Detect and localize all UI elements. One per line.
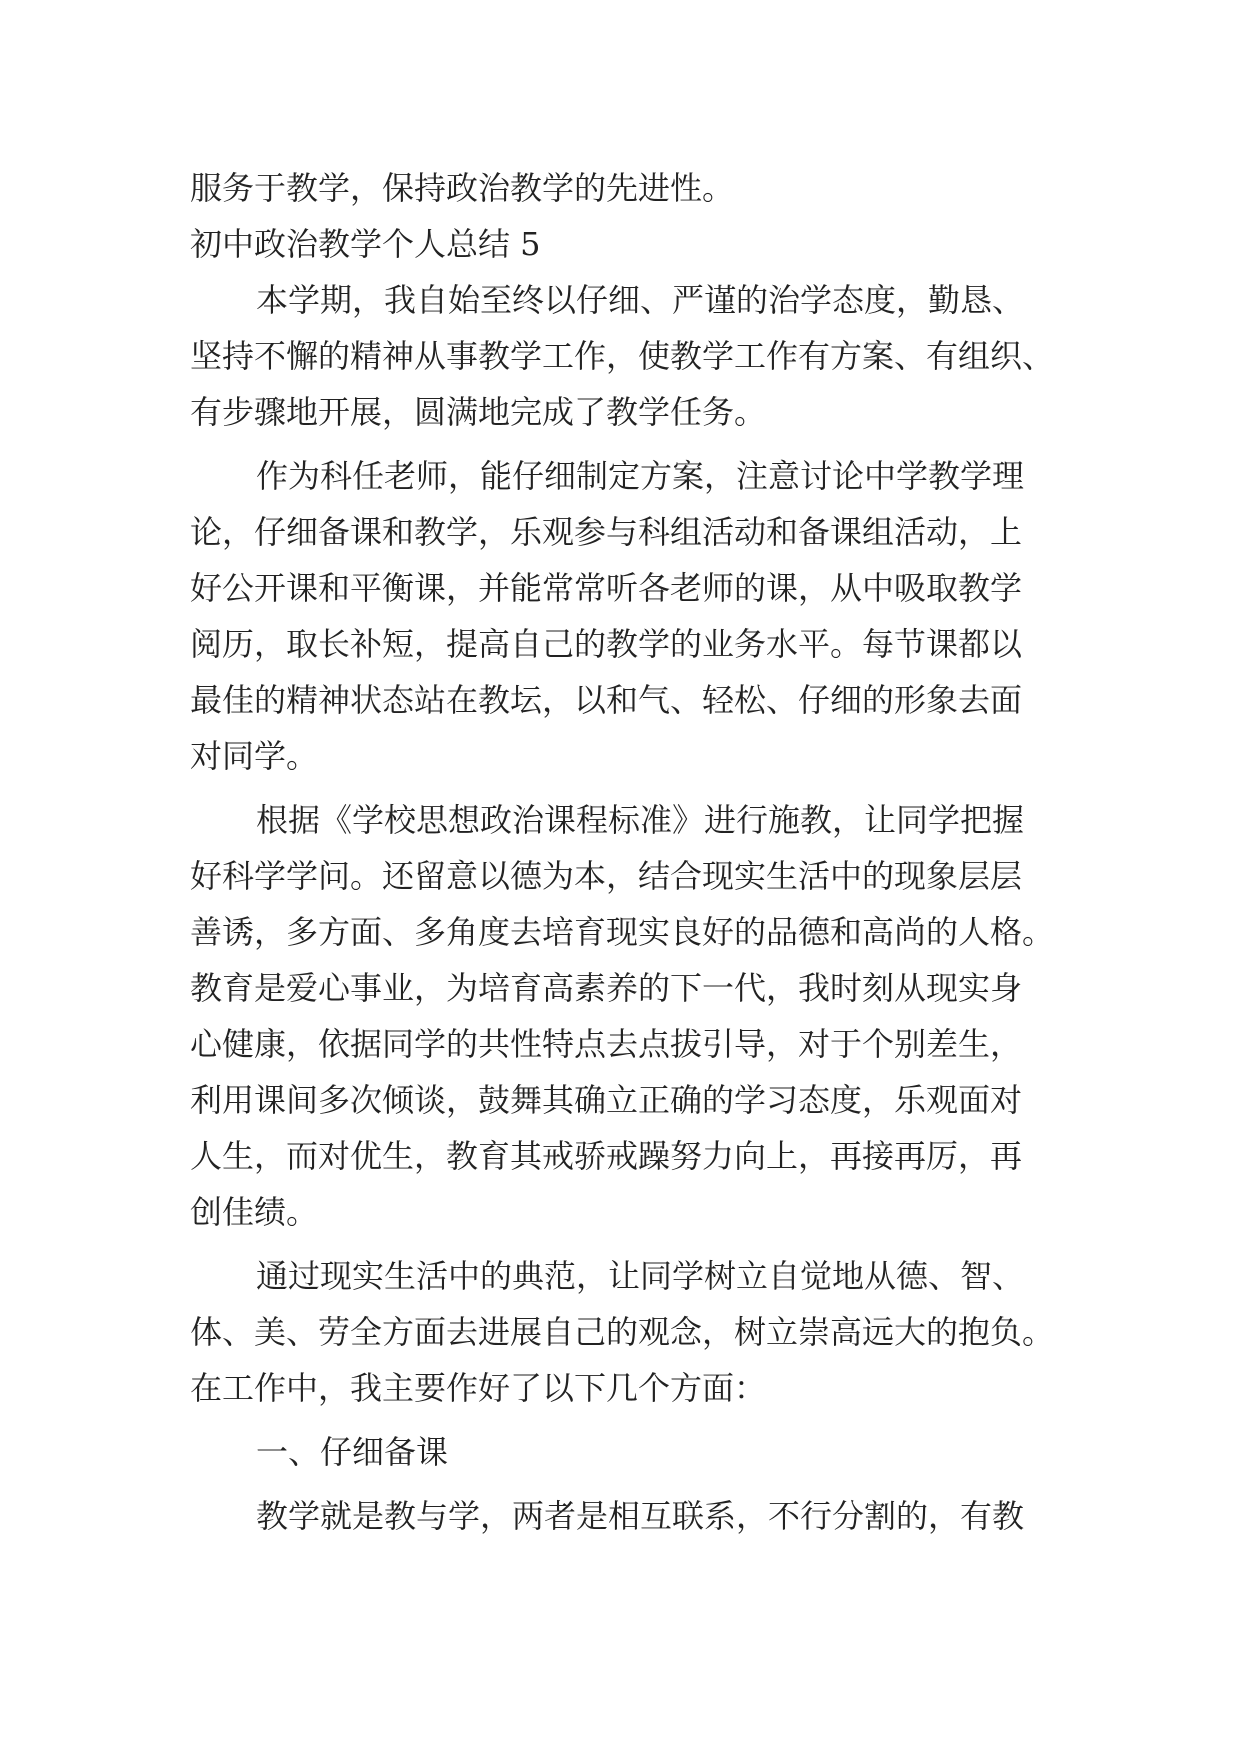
text-line: 通过现实生活中的典范，让同学树立自觉地从德、智、 <box>256 1257 1025 1295</box>
text-line: 好公开课和平衡课，并能常常听各老师的课，从中吸取教学 <box>190 569 1023 607</box>
section-title: 初中政治教学个人总结 5 <box>190 225 541 263</box>
text-line: 坚持不懈的精神从事教学工作，使教学工作有方案、有组织、 <box>190 337 1055 375</box>
text-line: 人生，而对优生，教育其戒骄戒躁努力向上，再接再厉，再 <box>190 1137 1023 1175</box>
text-line: 服务于教学，保持政治教学的先进性。 <box>190 169 735 207</box>
text-line: 有步骤地开展，圆满地完成了教学任务。 <box>190 393 767 431</box>
text-line: 根据《学校思想政治课程标准》进行施教，让同学把握 <box>256 801 1025 839</box>
text-line: 创佳绩。 <box>190 1193 319 1231</box>
text-line: 最佳的精神状态站在教坛，以和气、轻松、仔细的形象去面 <box>190 681 1023 719</box>
text-line: 善诱，多方面、多角度去培育现实良好的品德和高尚的人格。 <box>190 913 1055 951</box>
text-line: 阅历，取长补短，提高自己的教学的业务水平。每节课都以 <box>190 625 1023 663</box>
text-line: 对同学。 <box>190 737 319 775</box>
text-line: 好科学学问。还留意以德为本，结合现实生活中的现象层层 <box>190 857 1023 895</box>
text-line: 教学就是教与学，两者是相互联系，不行分割的，有教 <box>256 1497 1025 1535</box>
text-line: 体、美、劳全方面去进展自己的观念，树立崇高远大的抱负。 <box>190 1313 1055 1351</box>
text-line: 论，仔细备课和教学，乐观参与科组活动和备课组活动，上 <box>190 513 1023 551</box>
text-line: 心健康，依据同学的共性特点去点拔引导，对于个别差生， <box>190 1025 1023 1063</box>
text-line: 作为科任老师，能仔细制定方案，注意讨论中学教学理 <box>256 457 1025 495</box>
text-line: 教育是爱心事业，为培育高素养的下一代，我时刻从现实身 <box>190 969 1023 1007</box>
text-line: 本学期，我自始至终以仔细、严谨的治学态度，勤恳、 <box>256 281 1025 319</box>
subheading: 一、仔细备课 <box>256 1433 449 1471</box>
text-line: 利用课间多次倾谈，鼓舞其确立正确的学习态度，乐观面对 <box>190 1081 1023 1119</box>
text-line: 在工作中，我主要作好了以下几个方面： <box>190 1369 767 1407</box>
